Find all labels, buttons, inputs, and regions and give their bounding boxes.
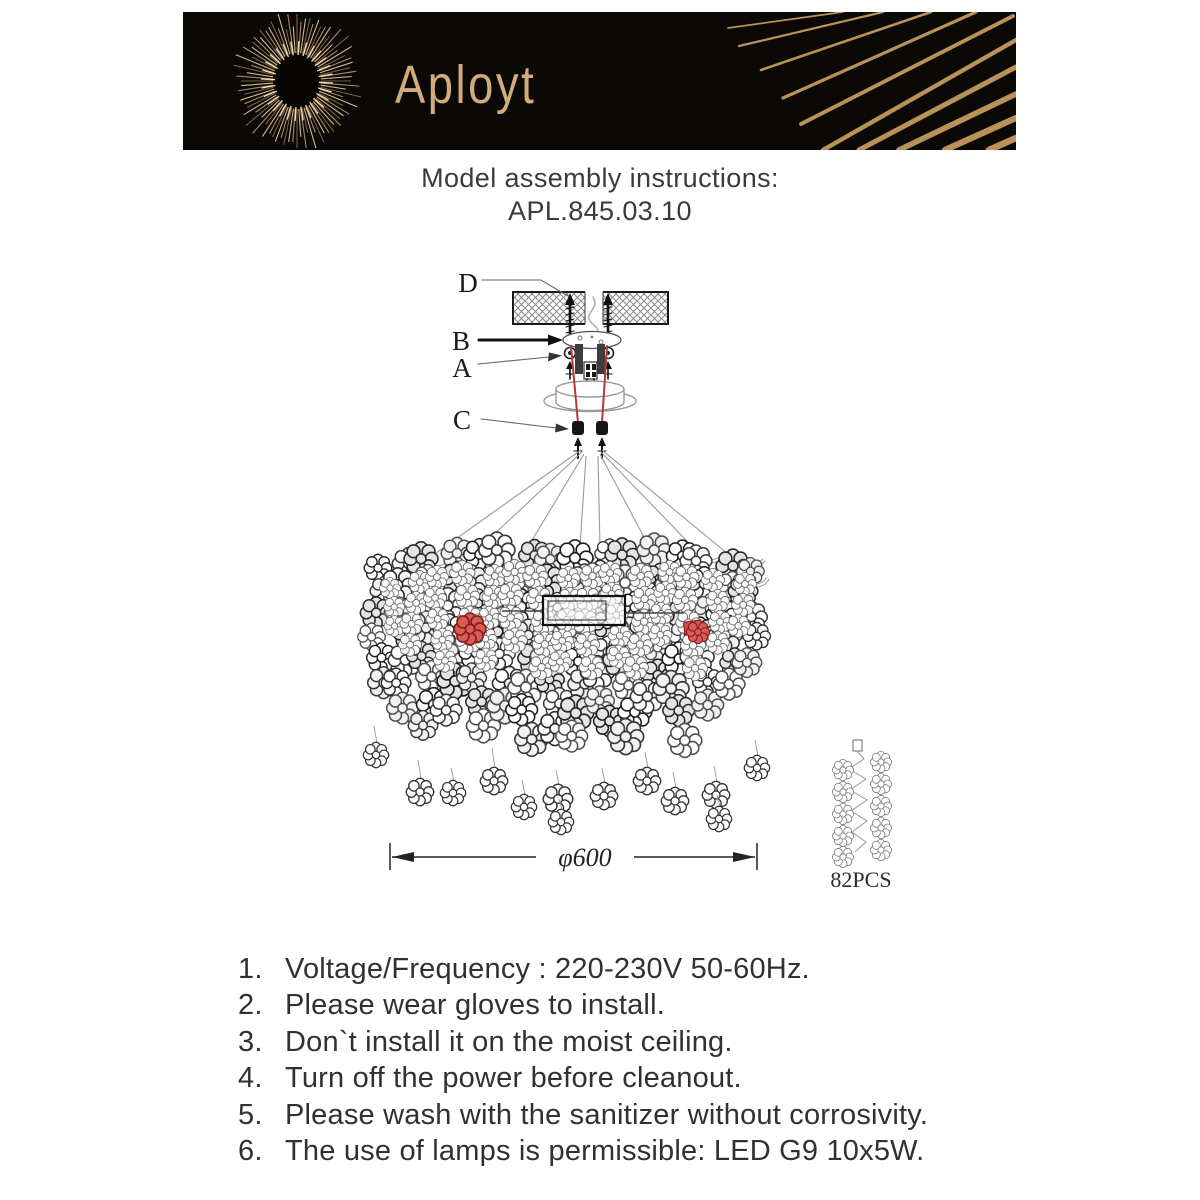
part-label-c: C xyxy=(452,405,472,435)
instruction-text: Turn off the power before cleanout. xyxy=(285,1062,742,1095)
instruction-text: Please wash with the sanitizer without corrosivity. xyxy=(285,1098,929,1131)
instruction-number: 5. xyxy=(238,1098,263,1131)
instruction-number: 3. xyxy=(238,1025,263,1058)
driver-box xyxy=(543,596,625,625)
leader-a xyxy=(478,357,549,364)
instruction-number: 4. xyxy=(238,1062,263,1095)
part-label-a: A xyxy=(452,353,472,383)
instruction-number: 2. xyxy=(238,989,263,1022)
instruction-text: Voltage/Frequency : 220-230V 50-60Hz. xyxy=(285,953,810,985)
instruction-number: 1. xyxy=(238,953,263,985)
title-line1: Model assembly instructions: xyxy=(421,163,779,193)
instruction-item-2 xyxy=(238,987,1058,1023)
instruction-item-3 xyxy=(238,1024,1058,1060)
instruction-text: Don`t install it on the moist ceiling. xyxy=(285,1025,733,1058)
instructions-list xyxy=(238,951,1058,1169)
title-line2: APL.845.03.10 xyxy=(508,196,692,226)
wire-connector-left xyxy=(572,421,584,435)
canopy xyxy=(544,381,636,412)
wire-connector-right xyxy=(596,421,608,435)
instruction-text: Please wear gloves to install. xyxy=(285,989,665,1022)
instruction-text: The use of lamps is permissible: LED G9 10x5W. xyxy=(285,1135,925,1168)
dimension-label: φ600 xyxy=(558,843,612,872)
instruction-item-5 xyxy=(238,1097,1058,1133)
instruction-item-6 xyxy=(238,1133,1058,1169)
brand-wordmark: Aployt xyxy=(395,55,537,115)
leader-c xyxy=(481,419,556,428)
instruction-item-4 xyxy=(238,1060,1058,1096)
instruction-item-1 xyxy=(238,951,1058,987)
crystal-strand xyxy=(832,740,891,868)
chandelier-body xyxy=(358,532,771,835)
part-label-b: B xyxy=(451,326,471,356)
parts-count-label: 82PCS xyxy=(830,867,892,892)
part-label-d: D xyxy=(458,268,478,298)
instruction-number: 6. xyxy=(238,1135,263,1168)
ceiling-mount-drawing xyxy=(478,280,668,458)
